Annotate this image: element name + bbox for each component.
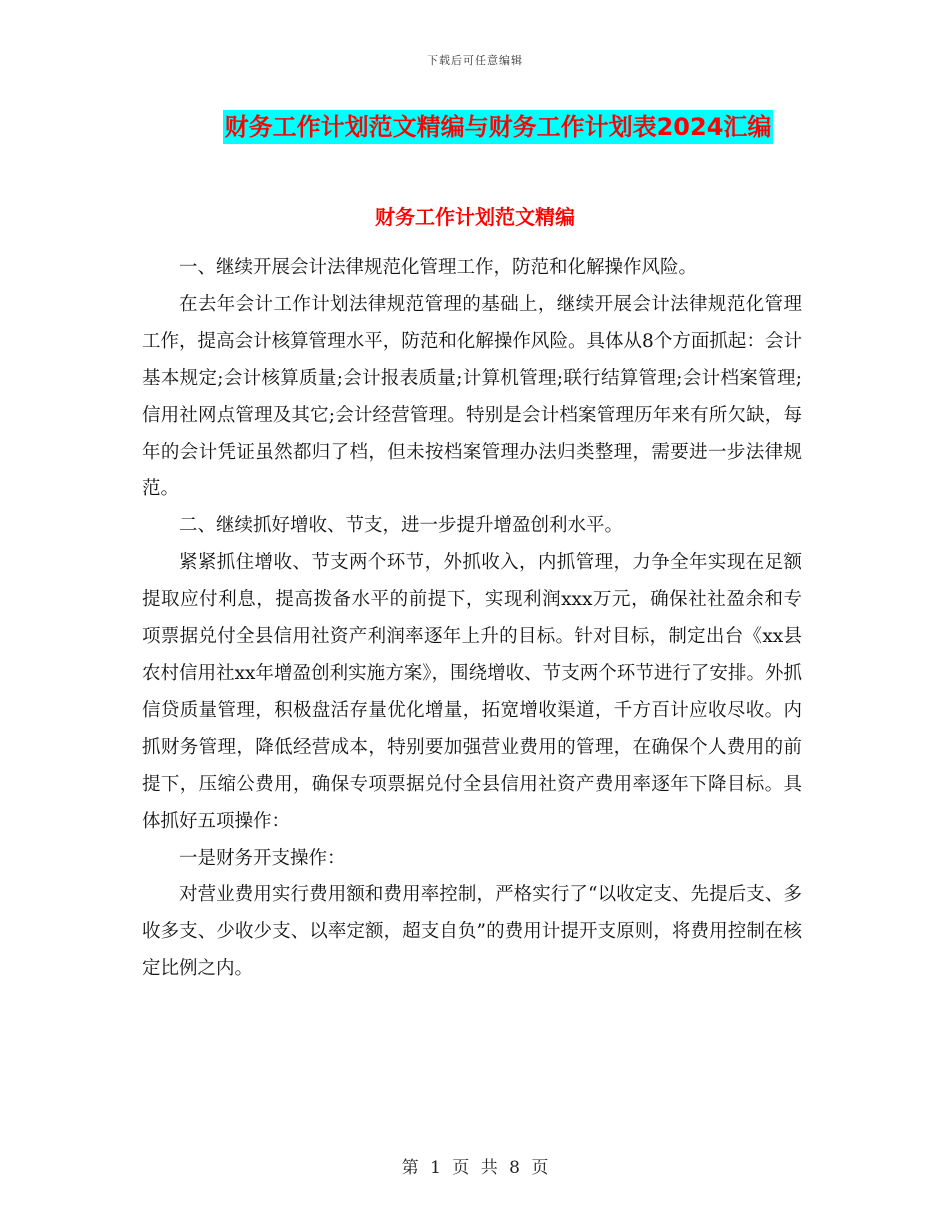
page-header-note: 下载后可任意编辑 [427,54,523,67]
paragraph-heading-2: 二、继续抓好增收、节支，进一步提升增盈创利水平。 [179,515,624,537]
document-title-container [0,110,950,144]
document-title: 财务工作计划范文精编与财务工作计划表2024汇编 [223,110,774,144]
page-number: 第 1 页 共 8 页 [401,1158,549,1178]
paragraph: 在去年会计工作计划法律规范管理的基础上，继续开展会计法律规范化管理工作，提高会计核算管理水平，防范和化解操作风险。具体从8个方面抓起：会计基本规定;会计核算质量;会计报表质量;计算机管理;联行结算管理;会计档案管理;信用社网点管理及其它;会计经营管理。特别是会计档案管理历年来有所欠缺，每年的会计凭证虽然都归了档，但未按档案管理办法归类整理，需要进一步法律规范。 [142,293,802,500]
paragraph-subheading: 一是财务开支操作： [179,847,346,869]
paragraph: 对营业费用实行费用额和费用率控制，严格实行了“以收定支、先提后支、多收多支、少收少支、以率定额，超支自负”的费用计提开支原则，将费用控制在核定比例之内。 [142,884,802,980]
paragraph: 紧紧抓住增收、节支两个环节，外抓收入，内抓管理，力争全年实现在足额提取应付利息，提高拨备水平的前提下，实现利润xxx万元，确保社社盈余和专项票据兑付全县信用社资产利润率逐年上升的目标。针对目标，制定出台《xx县农村信用社xx年增盈创利实施方案》，围绕增收、节支两个环节进行了安排。外抓信贷质量管理，积极盘活存量优化增量，拓宽增收渠道，千方百计应收尽收。内抓财务管理，降低经营成本，特别要加强营业费用的管理，在确保个人费用的前提下，压缩公费用，确保专项票据兑付全县信用社资产费用率逐年下降目标。具体抓好五项操作： [142,552,802,832]
section-title: 财务工作计划范文精编 [375,205,575,229]
document-body [142,250,802,988]
paragraph-heading-1: 一、继续开展会计法律规范化管理工作，防范和化解操作风险。 [179,257,698,278]
